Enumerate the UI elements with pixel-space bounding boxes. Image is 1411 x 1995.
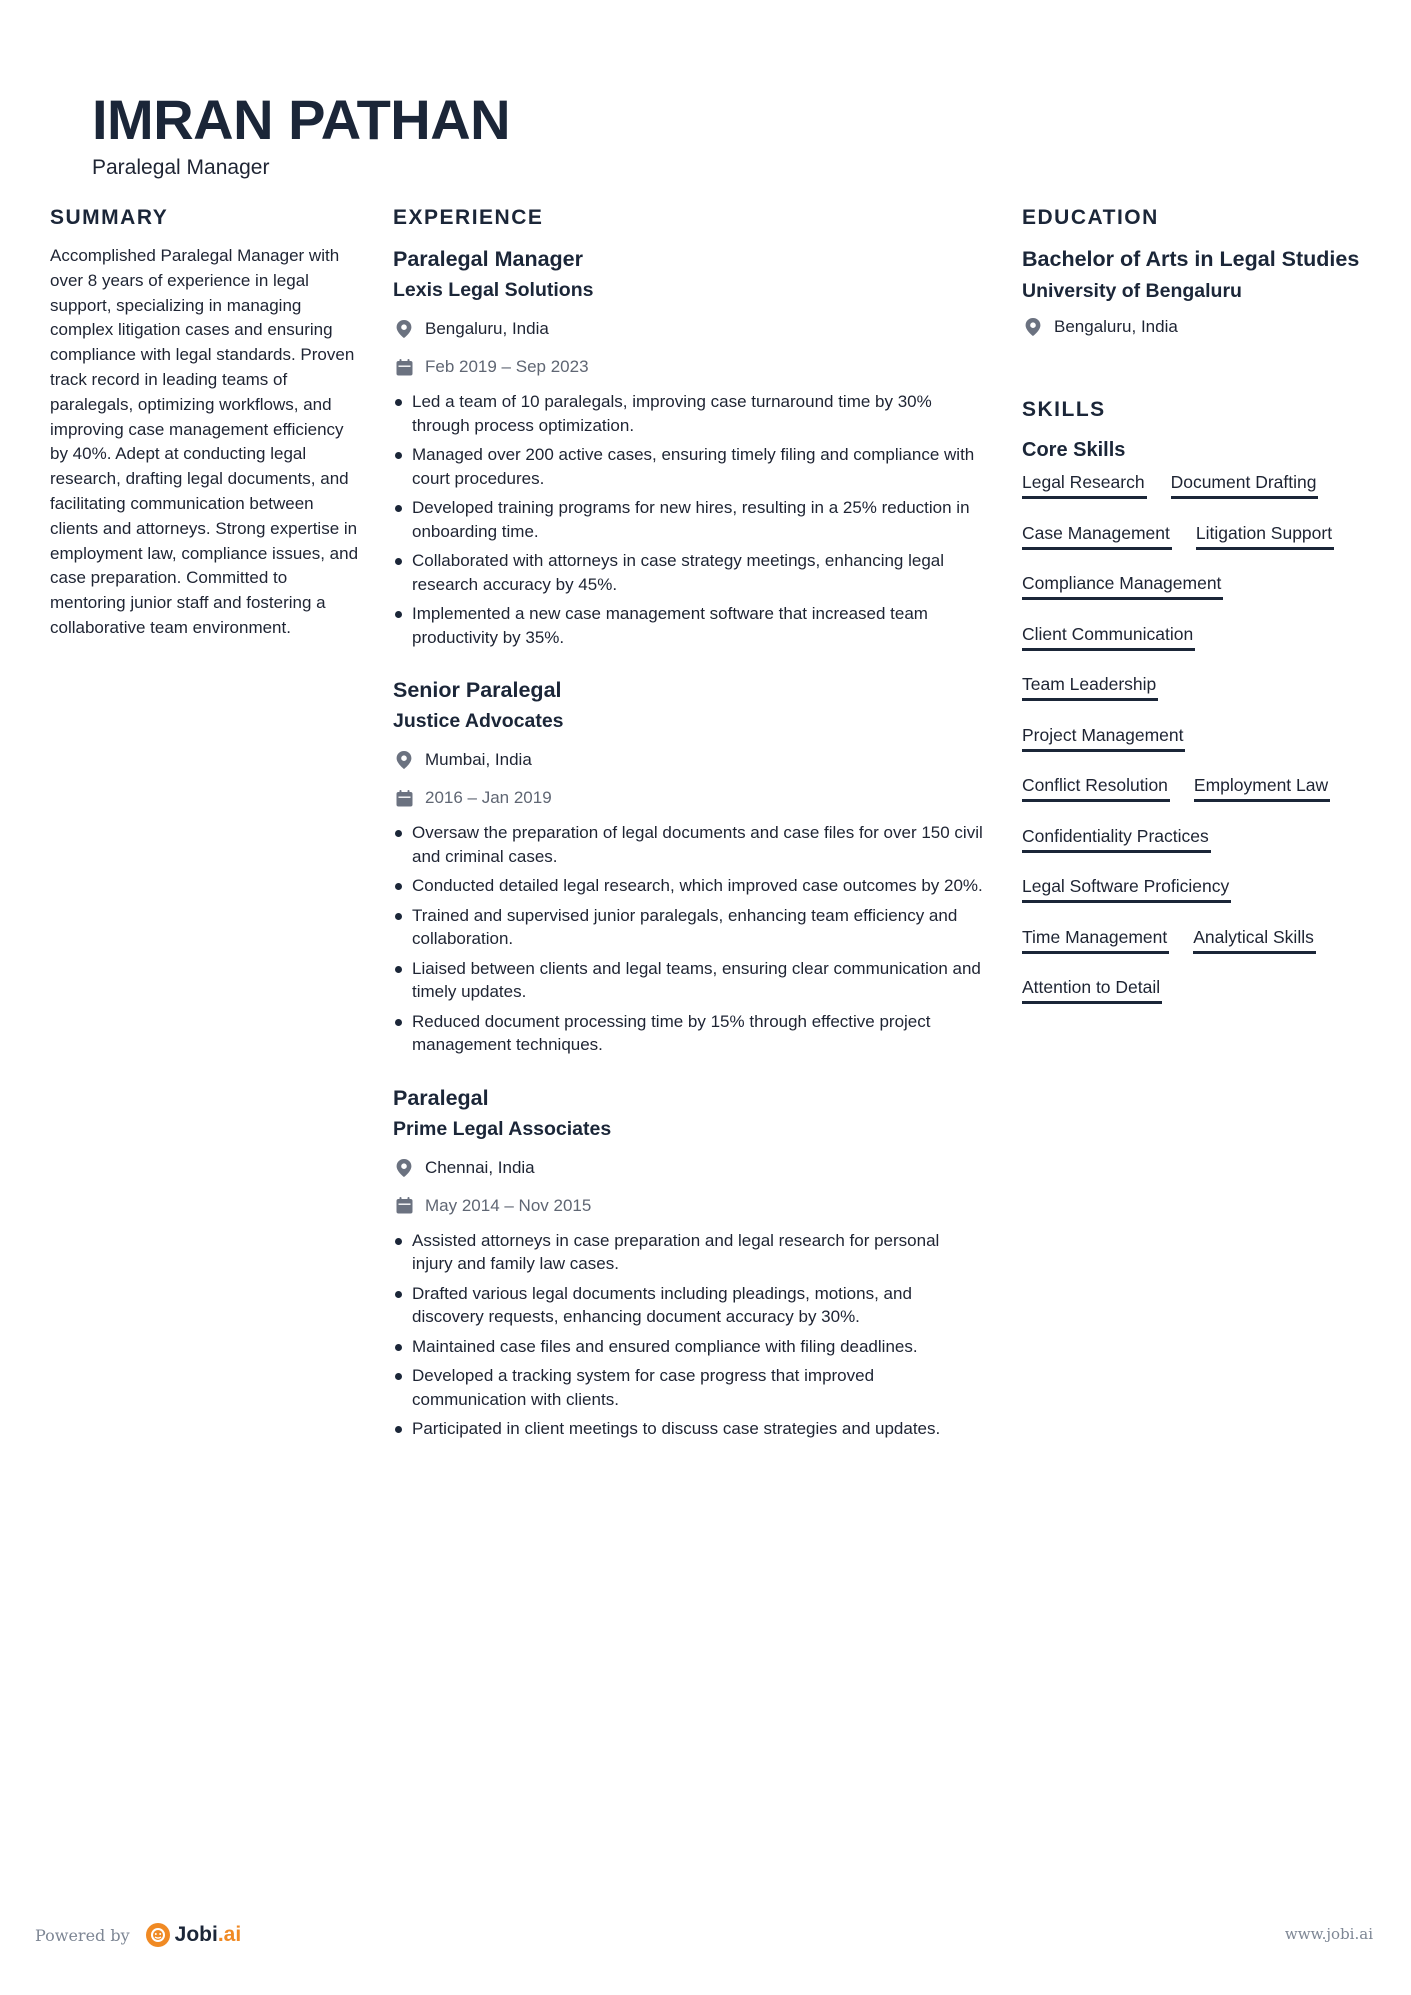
skill-tag: Conflict Resolution <box>1022 773 1170 802</box>
job-location <box>393 314 983 344</box>
job-location <box>393 1153 983 1183</box>
skill-tag: Document Drafting <box>1171 470 1319 499</box>
list-item: Assisted attorneys in case preparation and legal research for personal injury and family law cases. <box>393 1229 983 1276</box>
education-degree: Bachelor of Arts in Legal Studies <box>1022 247 1360 271</box>
skill-row <box>1022 571 1362 622</box>
job-entry <box>393 675 983 1057</box>
job-dates-text: May 2014 – Nov 2015 <box>425 1195 592 1215</box>
map-pin-icon <box>395 1159 413 1177</box>
experience-section <box>393 206 983 1467</box>
skill-tag: Attention to Detail <box>1022 975 1162 1004</box>
job-bullets <box>393 821 983 1057</box>
job-company: Prime Legal Associates <box>393 1117 612 1140</box>
education-heading: EDUCATION <box>1022 206 1159 229</box>
resume-header <box>92 88 510 180</box>
skill-row <box>1022 773 1362 824</box>
job-bullets <box>393 1229 983 1441</box>
job-dates <box>393 783 983 813</box>
list-item: Collaborated with attorneys in case strategy meetings, enhancing legal research accuracy by 45%. <box>393 549 983 596</box>
skills-heading: SKILLS <box>1022 398 1106 421</box>
skill-row <box>1022 622 1362 673</box>
jobi-logo-icon <box>146 1923 170 1947</box>
skill-tag: Analytical Skills <box>1193 925 1316 954</box>
list-item: Implemented a new case management software that increased team productivity by 35%. <box>393 602 983 649</box>
list-item: Reduced document processing time by 15% through effective project management techniques. <box>393 1010 983 1057</box>
skill-tag: Compliance Management <box>1022 571 1223 600</box>
skill-row <box>1022 975 1362 1026</box>
job-entry <box>393 244 983 649</box>
education-location <box>1022 312 1362 342</box>
list-item: Managed over 200 active cases, ensuring timely filing and compliance with court procedures. <box>393 443 983 490</box>
job-location-text: Chennai, India <box>425 1157 535 1177</box>
list-item: Led a team of 10 paralegals, improving case turnaround time by 30% through process optimization. <box>393 390 983 437</box>
map-pin-icon <box>1024 318 1042 336</box>
skill-tag: Confidentiality Practices <box>1022 824 1211 853</box>
job-title: Paralegal Manager <box>393 247 584 271</box>
calendar-icon <box>395 358 413 376</box>
job-location-text: Mumbai, India <box>425 750 532 769</box>
skills-group-title: Core Skills <box>1022 439 1126 461</box>
job-title: Paralegal <box>393 1085 489 1110</box>
calendar-icon <box>395 789 413 807</box>
skill-tag: Legal Research <box>1022 470 1147 499</box>
list-item: Liaised between clients and legal teams, ensuring clear communication and timely updates. <box>393 957 983 1004</box>
education-skills-column <box>1022 206 1362 1026</box>
job-company: Justice Advocates <box>393 710 564 732</box>
footer-branding[interactable] <box>35 1923 241 1947</box>
brand-suffix: .ai <box>217 1923 242 1946</box>
calendar-icon <box>395 1197 413 1215</box>
job-company: Lexis Legal Solutions <box>393 279 594 301</box>
list-item: Developed a tracking system for case progress that improved communication with clients. <box>393 1364 983 1411</box>
skill-row <box>1022 723 1362 774</box>
list-item: Developed training programs for new hires, resulting in a 25% reduction in onboarding time. <box>393 496 983 543</box>
skill-row <box>1022 824 1362 875</box>
footer-site-link[interactable]: www.jobi.ai <box>1284 1925 1373 1943</box>
powered-by-text: Powered by <box>35 1925 130 1945</box>
education-location-text: Bengaluru, India <box>1054 317 1178 336</box>
job-dates-text: 2016 – Jan 2019 <box>425 788 552 807</box>
skill-row <box>1022 925 1362 976</box>
skill-row <box>1022 521 1362 572</box>
job-entry <box>393 1083 983 1441</box>
skill-tag: Case Management <box>1022 521 1172 550</box>
skill-row <box>1022 672 1362 723</box>
summary-section <box>50 206 360 641</box>
list-item: Drafted various legal documents including pleadings, motions, and discovery requests, enhancing document accuracy by 30%. <box>393 1282 983 1329</box>
job-dates <box>393 352 983 382</box>
skill-row <box>1022 470 1362 521</box>
skill-tag: Time Management <box>1022 925 1169 954</box>
jobi-logo-text <box>175 1923 242 1947</box>
skill-tag: Project Management <box>1022 723 1185 752</box>
job-location <box>393 745 983 775</box>
skill-tag: Legal Software Proficiency <box>1022 874 1231 903</box>
list-item: Maintained case files and ensured compliance with filing deadlines. <box>393 1335 983 1359</box>
skill-tag: Litigation Support <box>1196 521 1334 550</box>
brand-main: Jobi <box>174 1923 218 1946</box>
map-pin-icon <box>395 320 413 338</box>
list-item: Oversaw the preparation of legal documents and case files for over 150 civil and criminal cases. <box>393 821 983 868</box>
candidate-title: Paralegal Manager <box>92 156 270 179</box>
map-pin-icon <box>395 751 413 769</box>
skill-tag: Employment Law <box>1194 773 1330 802</box>
skill-tag: Team Leadership <box>1022 672 1158 701</box>
job-dates-text: Feb 2019 – Sep 2023 <box>425 357 589 376</box>
job-title: Senior Paralegal <box>393 678 562 702</box>
education-school: University of Bengaluru <box>1022 280 1242 302</box>
job-location-text: Bengaluru, India <box>425 319 549 338</box>
skill-row <box>1022 874 1362 925</box>
skill-tag: Client Communication <box>1022 622 1195 651</box>
job-dates <box>393 1191 983 1221</box>
summary-heading: SUMMARY <box>50 206 169 229</box>
skills-list <box>1022 470 1362 1026</box>
experience-heading: EXPERIENCE <box>393 206 544 229</box>
summary-text: Accomplished Paralegal Manager with over 8 years of experience in legal support, specializing in managing complex litigation cases and ensuring compliance with legal standards. Proven track record in leading teams of paralegals, optimizing workflows, and improving case management efficiency by 40%. Adept at conducting legal research, drafting legal documents, and facilitating communication between clients and attorneys. Strong expertise in employment law, compliance issues, and case preparation. Committed to mentoring junior staff and fostering a collaborative team environment. <box>50 246 359 637</box>
list-item: Participated in client meetings to discuss case strategies and updates. <box>393 1417 983 1441</box>
list-item: Conducted detailed legal research, which improved case outcomes by 20%. <box>393 874 983 898</box>
candidate-name: IMRAN PATHAN <box>92 88 511 151</box>
job-bullets <box>393 390 983 649</box>
list-item: Trained and supervised junior paralegals, enhancing team efficiency and collaboration. <box>393 904 983 951</box>
